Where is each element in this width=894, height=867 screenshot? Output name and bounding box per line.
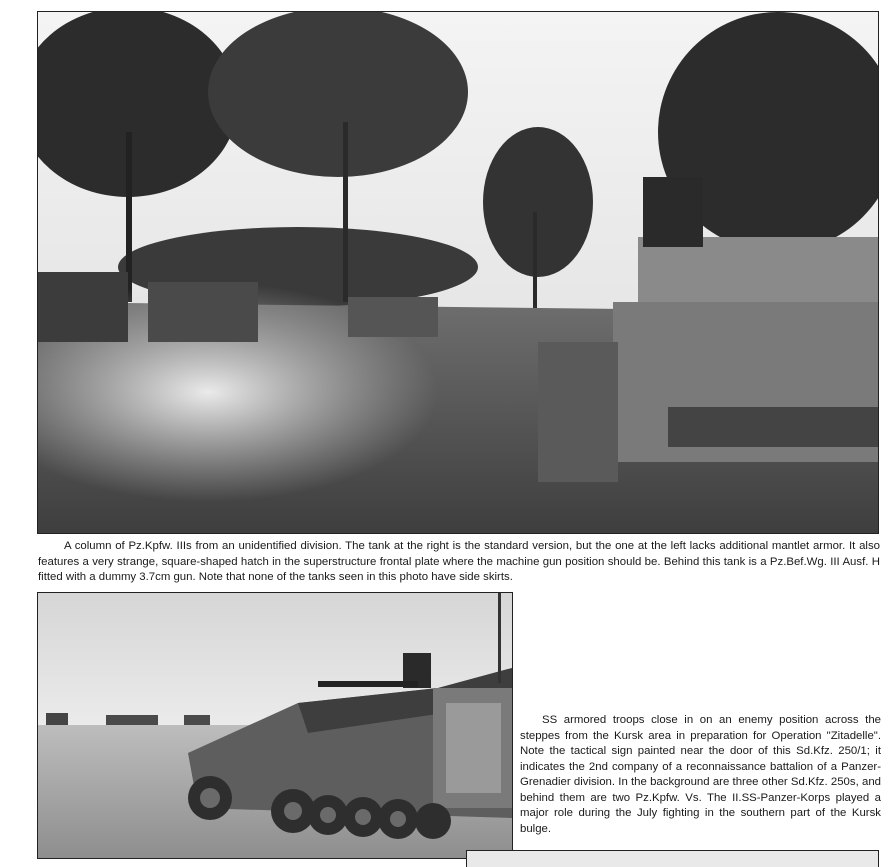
photo-tank-column [37,11,879,534]
photo-caption: SS armored troops close in on an enemy position across the steppes from the Kursk area in preparation for Operation "Zitadelle". Note the tactical sign painted near the door of this Sd.Kfz. 250/1; it indicates the 2nd company of a reconnaissance battalion of a Panzer-Grenadier division. In the background are three other Sd.Kfz. 250s, and behind them are two Pz.Kpfw. Vs. The II.SS-Panzer-Korps played a major role during the July fighting in the southern part of the Kursk bulge. [520,714,881,835]
photo-caption: A column of Pz.Kpfw. IIIs from an unidentified division. The tank at the right is the standard version, but the one at the left lacks additional mantlet armor. It also features a very strange, square-shaped hatch in the superstructure frontal plate where the machine gun position should be. Behind this tank is a Pz.Bef.Wg. III Ausf. H fitted with a dummy 3.7cm gun. Note that none of the tanks seen in this photo have side skirts. [38,540,880,583]
photo-halftrack [37,592,513,859]
photo-cropped [466,850,879,867]
